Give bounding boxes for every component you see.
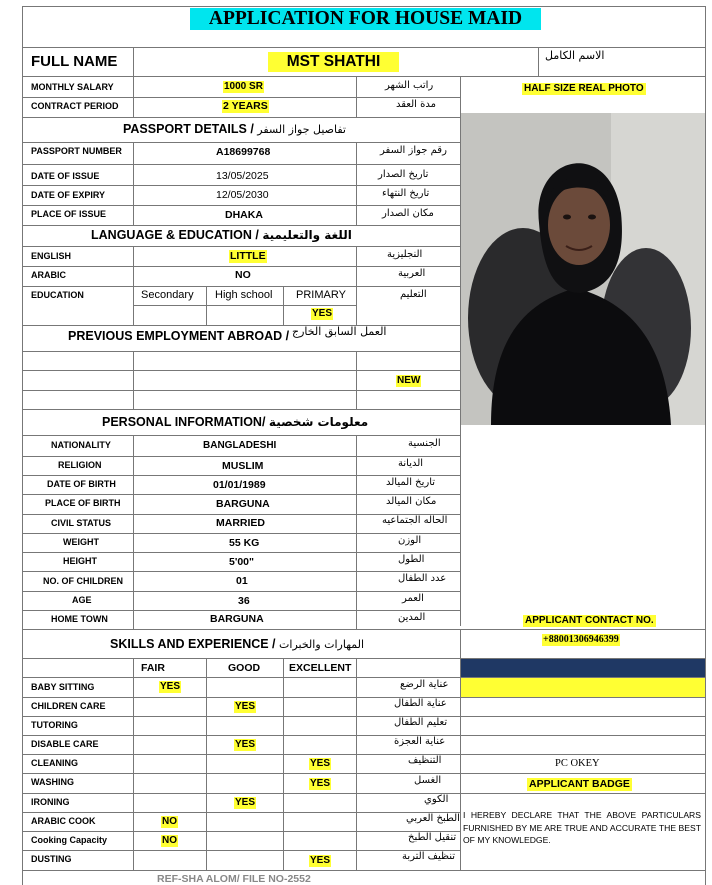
skill-baby-sitting-label: BABY SITTING: [31, 682, 95, 692]
contact-label: APPLICANT CONTACT NO.: [525, 615, 654, 626]
skill-dusting-arabic: تنظيف التربة: [402, 851, 456, 862]
skills-heading: [110, 638, 364, 651]
skill-children-care-good: YES: [235, 701, 256, 712]
personal-heading-arabic: معلومات شخصية: [268, 415, 369, 429]
place-of-issue-arabic: مكان الصدار: [382, 208, 434, 219]
home-town-arabic: المدين: [398, 612, 426, 623]
home-town-label: HOME TOWN: [51, 614, 108, 624]
skills-col-good: GOOD: [228, 662, 261, 674]
skill-dusting-excellent: YES: [310, 855, 331, 866]
date-of-expiry-arabic: تاريخ النتهاء: [382, 188, 430, 199]
skill-children-care-arabic: عناية الطفال: [394, 698, 447, 709]
education-level-primary: PRIMARY: [296, 289, 346, 301]
date-of-issue-label: DATE OF ISSUE: [31, 171, 100, 181]
previous-employment-value: NEW: [397, 375, 421, 386]
education-level-secondary: Secondary: [141, 289, 194, 301]
date-of-issue-arabic: تاريخ الصدار: [378, 169, 429, 180]
education-value: YES: [312, 308, 333, 319]
contact-value: +88001306946399: [543, 634, 619, 645]
english-label: ENGLISH: [31, 251, 72, 261]
skill-baby-sitting-arabic: عناية الرضع: [400, 679, 449, 690]
badge-label: APPLICANT BADGE: [529, 778, 630, 790]
language-heading-arabic: اللغة والتعليمية: [262, 228, 352, 242]
place-of-birth-label: PLACE OF BIRTH: [45, 498, 121, 508]
skill-ironing-good: YES: [235, 797, 256, 808]
contract-period-value: 2 YEARS: [223, 100, 268, 112]
date-of-birth-value: 01/01/1989: [213, 479, 266, 491]
place-of-birth-arabic: مكان الميالد: [386, 496, 437, 507]
skill-washing-label: WASHING: [31, 777, 75, 787]
language-heading: [91, 229, 352, 242]
passport-heading: [123, 123, 346, 136]
photo-label: HALF SIZE REAL PHOTO: [524, 83, 644, 94]
arabic-value: NO: [235, 269, 251, 281]
home-town-value: BARGUNA: [210, 613, 264, 625]
place-of-issue-label: PLACE OF ISSUE: [31, 209, 107, 219]
weight-value: 55 KG: [229, 537, 260, 549]
age-label: AGE: [72, 595, 92, 605]
skill-cleaning-arabic: التنظيف: [408, 755, 442, 766]
arabic-label: ARABIC: [31, 270, 66, 280]
document-title: APPLICATION FOR HOUSE MAID: [190, 8, 541, 30]
children-value: 01: [236, 575, 248, 587]
civil-status-label: CIVIL STATUS: [51, 518, 112, 528]
english-value: LITTLE: [230, 250, 266, 262]
religion-arabic: الديانة: [398, 458, 424, 469]
civil-status-arabic: الحاله الجتماعيه: [382, 515, 448, 526]
previous-employment-heading-text: PREVIOUS EMPLOYMENT ABROAD /: [68, 329, 290, 343]
education-label: EDUCATION: [31, 290, 84, 300]
weight-label: WEIGHT: [63, 537, 99, 547]
monthly-salary-arabic: راتب الشهر: [385, 80, 434, 91]
full-name-value: MST SHATHI: [268, 52, 399, 72]
skill-dusting-label: DUSTING: [31, 854, 72, 864]
skill-tutoring-arabic: تعليم الطفال: [394, 717, 448, 728]
skills-heading-text: SKILLS AND EXPERIENCE /: [110, 637, 276, 651]
contact-bar: [461, 659, 705, 677]
skill-cooking-capacity-fair: NO: [162, 835, 177, 846]
date-of-birth-arabic: تاريخ الميالد: [386, 477, 436, 488]
education-arabic: التعليم: [400, 289, 427, 300]
monthly-salary-value: 1000 SR: [224, 81, 263, 92]
skill-baby-sitting-fair: YES: [160, 681, 181, 692]
footer-ref: REF-SHA ALOM/ FILE NO-2552: [157, 873, 311, 885]
religion-label: RELIGION: [58, 460, 102, 470]
height-value: 5'00": [229, 556, 254, 568]
nationality-label: NATIONALITY: [51, 440, 111, 450]
skill-ironing-arabic: الكوي: [424, 794, 449, 805]
personal-heading-text: PERSONAL INFORMATION/: [102, 415, 266, 429]
skill-children-care-label: CHILDREN CARE: [31, 701, 106, 711]
language-heading-text: LANGUAGE & EDUCATION /: [91, 228, 259, 242]
full-name-arabic: الاسم الكامل: [545, 49, 605, 62]
declaration-text: I HEREBY DECLARE THAT THE ABOVE PARTICULARS FURNISHED BY ME ARE TRUE AND ACCURATE THE BEST OF MY KNOWLEDGE.: [463, 810, 701, 845]
skill-cleaning-excellent: YES: [310, 758, 331, 769]
personal-heading: [102, 416, 368, 429]
skill-ironing-label: IRONING: [31, 797, 70, 807]
skill-washing-arabic: الغسل: [414, 775, 442, 786]
previous-employment-arabic: العمل السابق الخارج: [292, 325, 387, 338]
nationality-arabic: الجنسية: [408, 438, 441, 449]
skill-disable-care-label: DISABLE CARE: [31, 739, 99, 749]
date-of-issue-value: 13/05/2025: [216, 170, 269, 182]
age-arabic: العمر: [402, 593, 424, 604]
pc-okey: PC OKEY: [555, 758, 600, 769]
english-arabic: النجليزية: [387, 249, 423, 260]
skills-heading-arabic: المهارات والخبرات: [279, 638, 365, 651]
children-label: NO. OF CHILDREN: [43, 576, 123, 586]
previous-employment-heading: [68, 330, 289, 343]
age-value: 36: [238, 595, 250, 607]
place-of-birth-value: BARGUNA: [216, 498, 270, 510]
skill-arabic-cook-fair: NO: [162, 816, 177, 827]
passport-heading-arabic: تفاصيل جواز السفر: [257, 123, 346, 136]
monthly-salary-label: MONTHLY SALARY: [31, 82, 114, 92]
date-of-expiry-value: 12/05/2030: [216, 189, 269, 201]
skills-col-fair: FAIR: [141, 662, 165, 674]
date-of-birth-label: DATE OF BIRTH: [47, 479, 116, 489]
contact-yellow-bar: [461, 678, 705, 697]
skill-disable-care-good: YES: [235, 739, 256, 750]
skill-tutoring-label: TUTORING: [31, 720, 78, 730]
height-arabic: الطول: [398, 554, 425, 565]
passport-number-label: PASSPORT NUMBER: [31, 146, 122, 156]
place-of-issue-value: DHAKA: [225, 209, 263, 221]
skill-cooking-capacity-label: Cooking Capacity: [31, 835, 108, 845]
skill-disable-care-arabic: عناية العجزة: [394, 736, 446, 747]
education-level-high-school: High school: [215, 289, 273, 301]
full-name-label: FULL NAME: [31, 53, 118, 70]
skill-cooking-capacity-arabic: تنقيل الطبخ: [408, 832, 457, 843]
contract-period-label: CONTRACT PERIOD: [31, 101, 119, 111]
height-label: HEIGHT: [63, 556, 98, 566]
passport-number-value: A18699768: [216, 146, 271, 158]
contract-period-arabic: مدة العقد: [396, 99, 436, 110]
passport-number-arabic: رقم جواز السفر: [380, 145, 447, 156]
date-of-expiry-label: DATE OF EXPIRY: [31, 190, 106, 200]
civil-status-value: MARRIED: [216, 517, 265, 529]
children-arabic: عدد الطفال: [398, 573, 447, 584]
skill-washing-excellent: YES: [310, 778, 331, 789]
passport-heading-text: PASSPORT DETAILS /: [123, 122, 254, 136]
skill-arabic-cook-label: ARABIC COOK: [31, 816, 96, 826]
applicant-photo: [461, 113, 705, 425]
skill-cleaning-label: CLEANING: [31, 758, 78, 768]
nationality-value: BANGLADESHI: [203, 440, 277, 451]
arabic-arabic: العربية: [398, 268, 426, 279]
religion-value: MUSLIM: [222, 460, 264, 472]
skills-col-excellent: EXCELLENT: [289, 662, 352, 674]
weight-arabic: الوزن: [398, 535, 422, 546]
skill-arabic-cook-arabic: الطبخ العربي: [406, 813, 460, 824]
